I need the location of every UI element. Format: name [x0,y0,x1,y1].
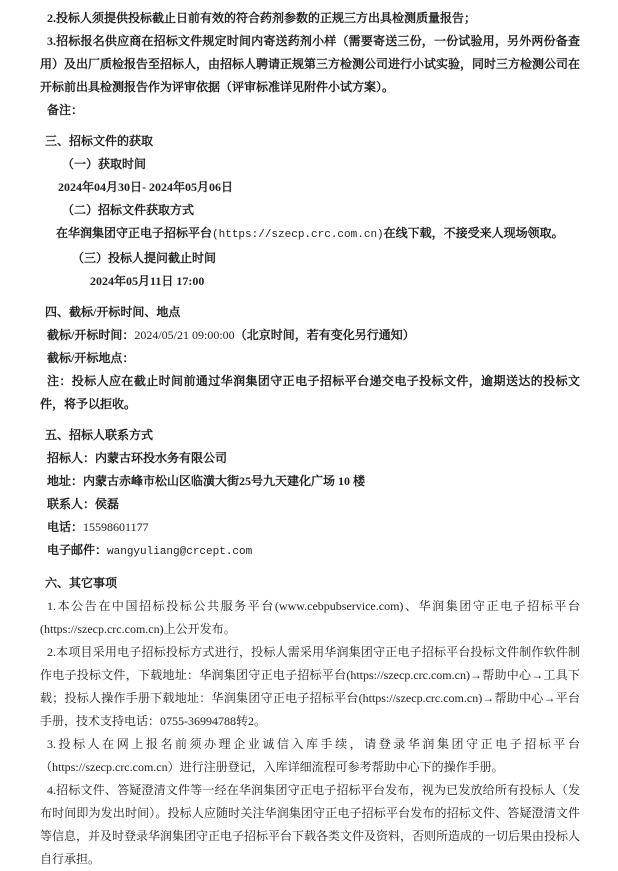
section4-title: 四、截标/开标时间、地点 [45,305,181,319]
section-document-acquisition [40,130,580,293]
phone-number: 15598601177 [83,520,149,534]
requirement-item-3: 3.招标报名供应商在招标文件规定时间内寄送药剂小样（需要寄送三份，一份试验用，另外两份备查用）及出厂质检报告至招标人，由招标人聘请正规第三方检测公司进行小试实验，同时三方检测公司在开标前出具检测报告作为评审依据（评审标准详见附件小试方案）。 [40,34,581,94]
requirement-item-2: 2.投标人须提供投标截止日前有效的符合药剂参数的正规三方出具检测质量报告； [47,11,477,25]
acquisition-time-subheading: （一）获取时间 [62,157,147,171]
other-matters-item-4: 4.招标文件、答疑澄清文件等一经在华润集团守正电子招标平台发布，视为已发放给所有投标人（发布时间即为发出时间）。投标人应随时关注华润集团守正电子招标平台发布的招标文件、答疑澄清文件等信息，并及时登录华润集团守正电子招标平台下载各类文件及资料，否则所造成的一切后果由投标人自行承担。 [40,783,581,866]
section-bid-opening [40,301,580,416]
bid-opening-time-suffix: （北京时间，若有变化另行通知） [234,328,415,342]
bid-opening-time-label: 截标/开标时间： [47,328,135,342]
phone-label: 电话： [47,520,84,534]
email-address: wangyuliang@crcept.com [107,546,253,558]
question-deadline-subheading: （三）投标人提问截止时间 [72,251,217,265]
phone-line [40,516,580,539]
acquisition-method-line [40,222,580,247]
acquisition-time-range: 2024年04月30日- 2024年05月06日 [58,180,233,194]
other-matters-item-1: 1.本公告在中国招标投标公共服务平台(www.cebpubservice.com)、华润集团守正电子招标平台(https://szecp.crc.com.cn)上公开发布。 [40,599,580,636]
section3-title: 三、招标文件的获取 [45,134,154,148]
platform-url: (https://szecp.crc.com.cn) [212,229,384,241]
section6-title: 六、其它事项 [45,576,118,590]
question-deadline-value: 2024年05月11日 17:00 [90,274,205,288]
email-label: 电子邮件： [47,543,108,557]
other-matters-item-3: 3.投标人在网上报名前须办理企业诚信入库手续，请登录华润集团守正电子招标平台（https://szecp.crc.com.cn）进行注册登记，入库详细流程可参考帮助中心下的操作手册。 [40,737,580,774]
bid-opening-place-line: 截标/开标地点： [47,351,135,365]
method-prefix: 在华润集团守正电子招标平台 [56,226,213,240]
section-contact-info [40,424,580,564]
method-suffix: 在线下载，不接受来人现场领取。 [383,226,564,240]
address-line: 地址：内蒙古赤峰市松山区临潢大街25号九天建化广场 10 楼 [47,474,366,488]
section-other-matters [40,572,580,871]
section5-title: 五、招标人联系方式 [45,428,154,442]
other-matters-item-2: 2.本项目采用电子招标投标方式进行，投标人需采用华润集团守正电子招标平台投标文件制作软件制作电子投标文件，下载地址：华润集团守正电子招标平台(https://szecp.crc.com.cn)→帮助中心→工具下载；投标人操作手册下载地址：华润集团守正电子招标平台(https://szecp.crc.com.cn)→帮助中心→平台手册，技术支持电话：0755-36994788转2。 [40,645,580,728]
contact-person-line: 联系人：侯磊 [47,497,120,511]
bid-opening-time-value: 2024/05/21 09:00:00 [134,328,235,342]
email-line [40,539,580,564]
tenderee-line: 招标人：内蒙古环投水务有限公司 [47,451,228,465]
submission-note: 注：投标人应在截止时间前通过华润集团守正电子招标平台递交电子投标文件，逾期送达的投标文件，将予以拒收。 [40,374,580,411]
bid-opening-time-line [40,324,580,347]
acquisition-method-subheading: （二）招标文件获取方式 [62,203,195,217]
remark-label: 备注： [47,103,84,117]
